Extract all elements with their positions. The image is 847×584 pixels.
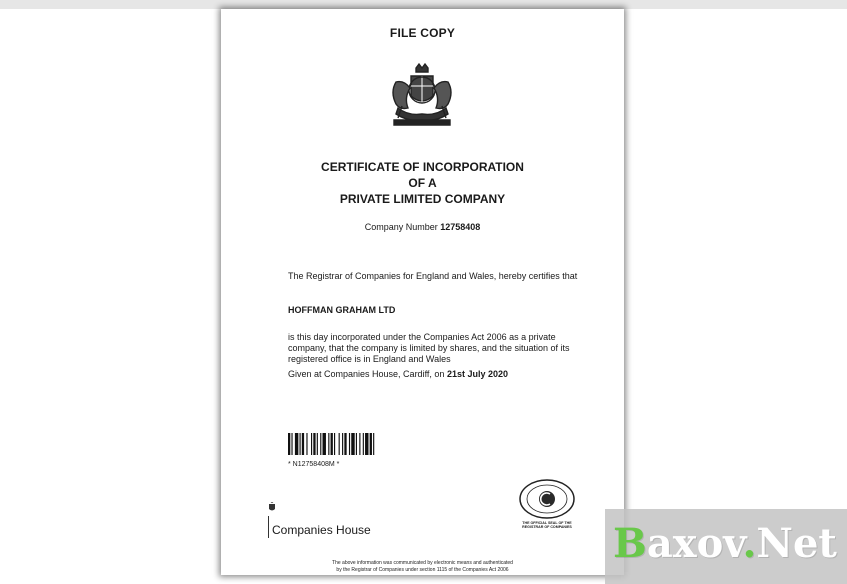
- given-statement: [288, 369, 588, 380]
- certificate-title: [221, 159, 624, 207]
- authentication-footnote: [221, 560, 624, 573]
- barcode-bar: [342, 433, 343, 455]
- registrar-seal-icon: [518, 479, 576, 519]
- barcode-bar: [302, 433, 304, 455]
- title-line-1: CERTIFICATE OF INCORPORATION: [321, 160, 524, 174]
- barcode-bar: [370, 433, 372, 455]
- watermark-text: [613, 520, 837, 568]
- barcode-bar: [344, 433, 346, 455]
- barcode-bar: [295, 433, 298, 455]
- royal-coat-of-arms-icon: [386, 62, 458, 128]
- companies-house-name: Companies House: [272, 523, 371, 537]
- barcode-bar: [339, 433, 340, 455]
- barcode-bar: [349, 433, 350, 455]
- watermark-dot: .: [742, 520, 757, 567]
- watermark-tail: Net: [756, 520, 837, 567]
- barcode-bar: [306, 433, 307, 455]
- barcode-bar: [311, 433, 312, 455]
- barcode-bar: [331, 433, 333, 455]
- barcode: [288, 433, 431, 455]
- barcode-bar: [365, 433, 368, 455]
- incorporation-statement: is this day incorporated under the Companies Act 2006 as a private company, that the company is limited by shares, and the situation of its registered office is in England and Wales: [288, 332, 570, 364]
- file-copy-heading: FILE COPY: [389, 26, 456, 40]
- barcode-bar: [351, 433, 354, 455]
- barcode-bar: [359, 433, 360, 455]
- barcode-bar: [320, 433, 321, 455]
- barcode-bar: [317, 433, 318, 455]
- barcode-bar: [288, 433, 290, 455]
- watermark-mid: axov: [646, 520, 743, 567]
- certificate-page: [221, 9, 624, 575]
- barcode-bar: [373, 433, 374, 455]
- barcode-bar: [313, 433, 315, 455]
- barcode-bar: [291, 433, 292, 455]
- company-number-label: Company Number: [364, 222, 438, 232]
- company-number-line: [221, 222, 624, 232]
- company-name: HOFFMAN GRAHAM LTD: [288, 305, 396, 315]
- barcode-bar: [323, 433, 326, 455]
- barcode-bar: [300, 433, 301, 455]
- title-line-3: PRIVATE LIMITED COMPANY: [339, 192, 506, 206]
- barcode-text: * N12758408M *: [288, 461, 340, 468]
- seal-caption-line-2: REGISTRAR OF COMPANIES: [522, 525, 572, 530]
- company-number-value: 12758408: [440, 222, 481, 232]
- seal-caption: [511, 521, 583, 530]
- given-text: Given at Companies House, Cardiff, on: [288, 369, 445, 379]
- footnote-line-1: The above information was communicated by electronic means and authenticated: [332, 560, 513, 566]
- barcode-bar: [356, 433, 357, 455]
- watermark-lead: B: [613, 520, 647, 567]
- barcode-bar: [328, 433, 329, 455]
- seal-caption-line-1: THE OFFICIAL SEAL OF THE: [522, 521, 572, 525]
- title-line-2: OF A: [408, 176, 437, 190]
- footnote-line-2: by the Registrar of Companies under section 1115 of the Companies Act 2006: [336, 566, 509, 573]
- top-strip: [0, 0, 847, 9]
- barcode-bar: [334, 433, 335, 455]
- given-date: 21st July 2020: [446, 369, 508, 379]
- companies-house-divider: [268, 516, 269, 538]
- barcode-bar: [363, 433, 364, 455]
- registrar-statement: The Registrar of Companies for England and Wales, hereby certifies that: [288, 271, 578, 281]
- companies-house-crest-icon: [268, 502, 276, 512]
